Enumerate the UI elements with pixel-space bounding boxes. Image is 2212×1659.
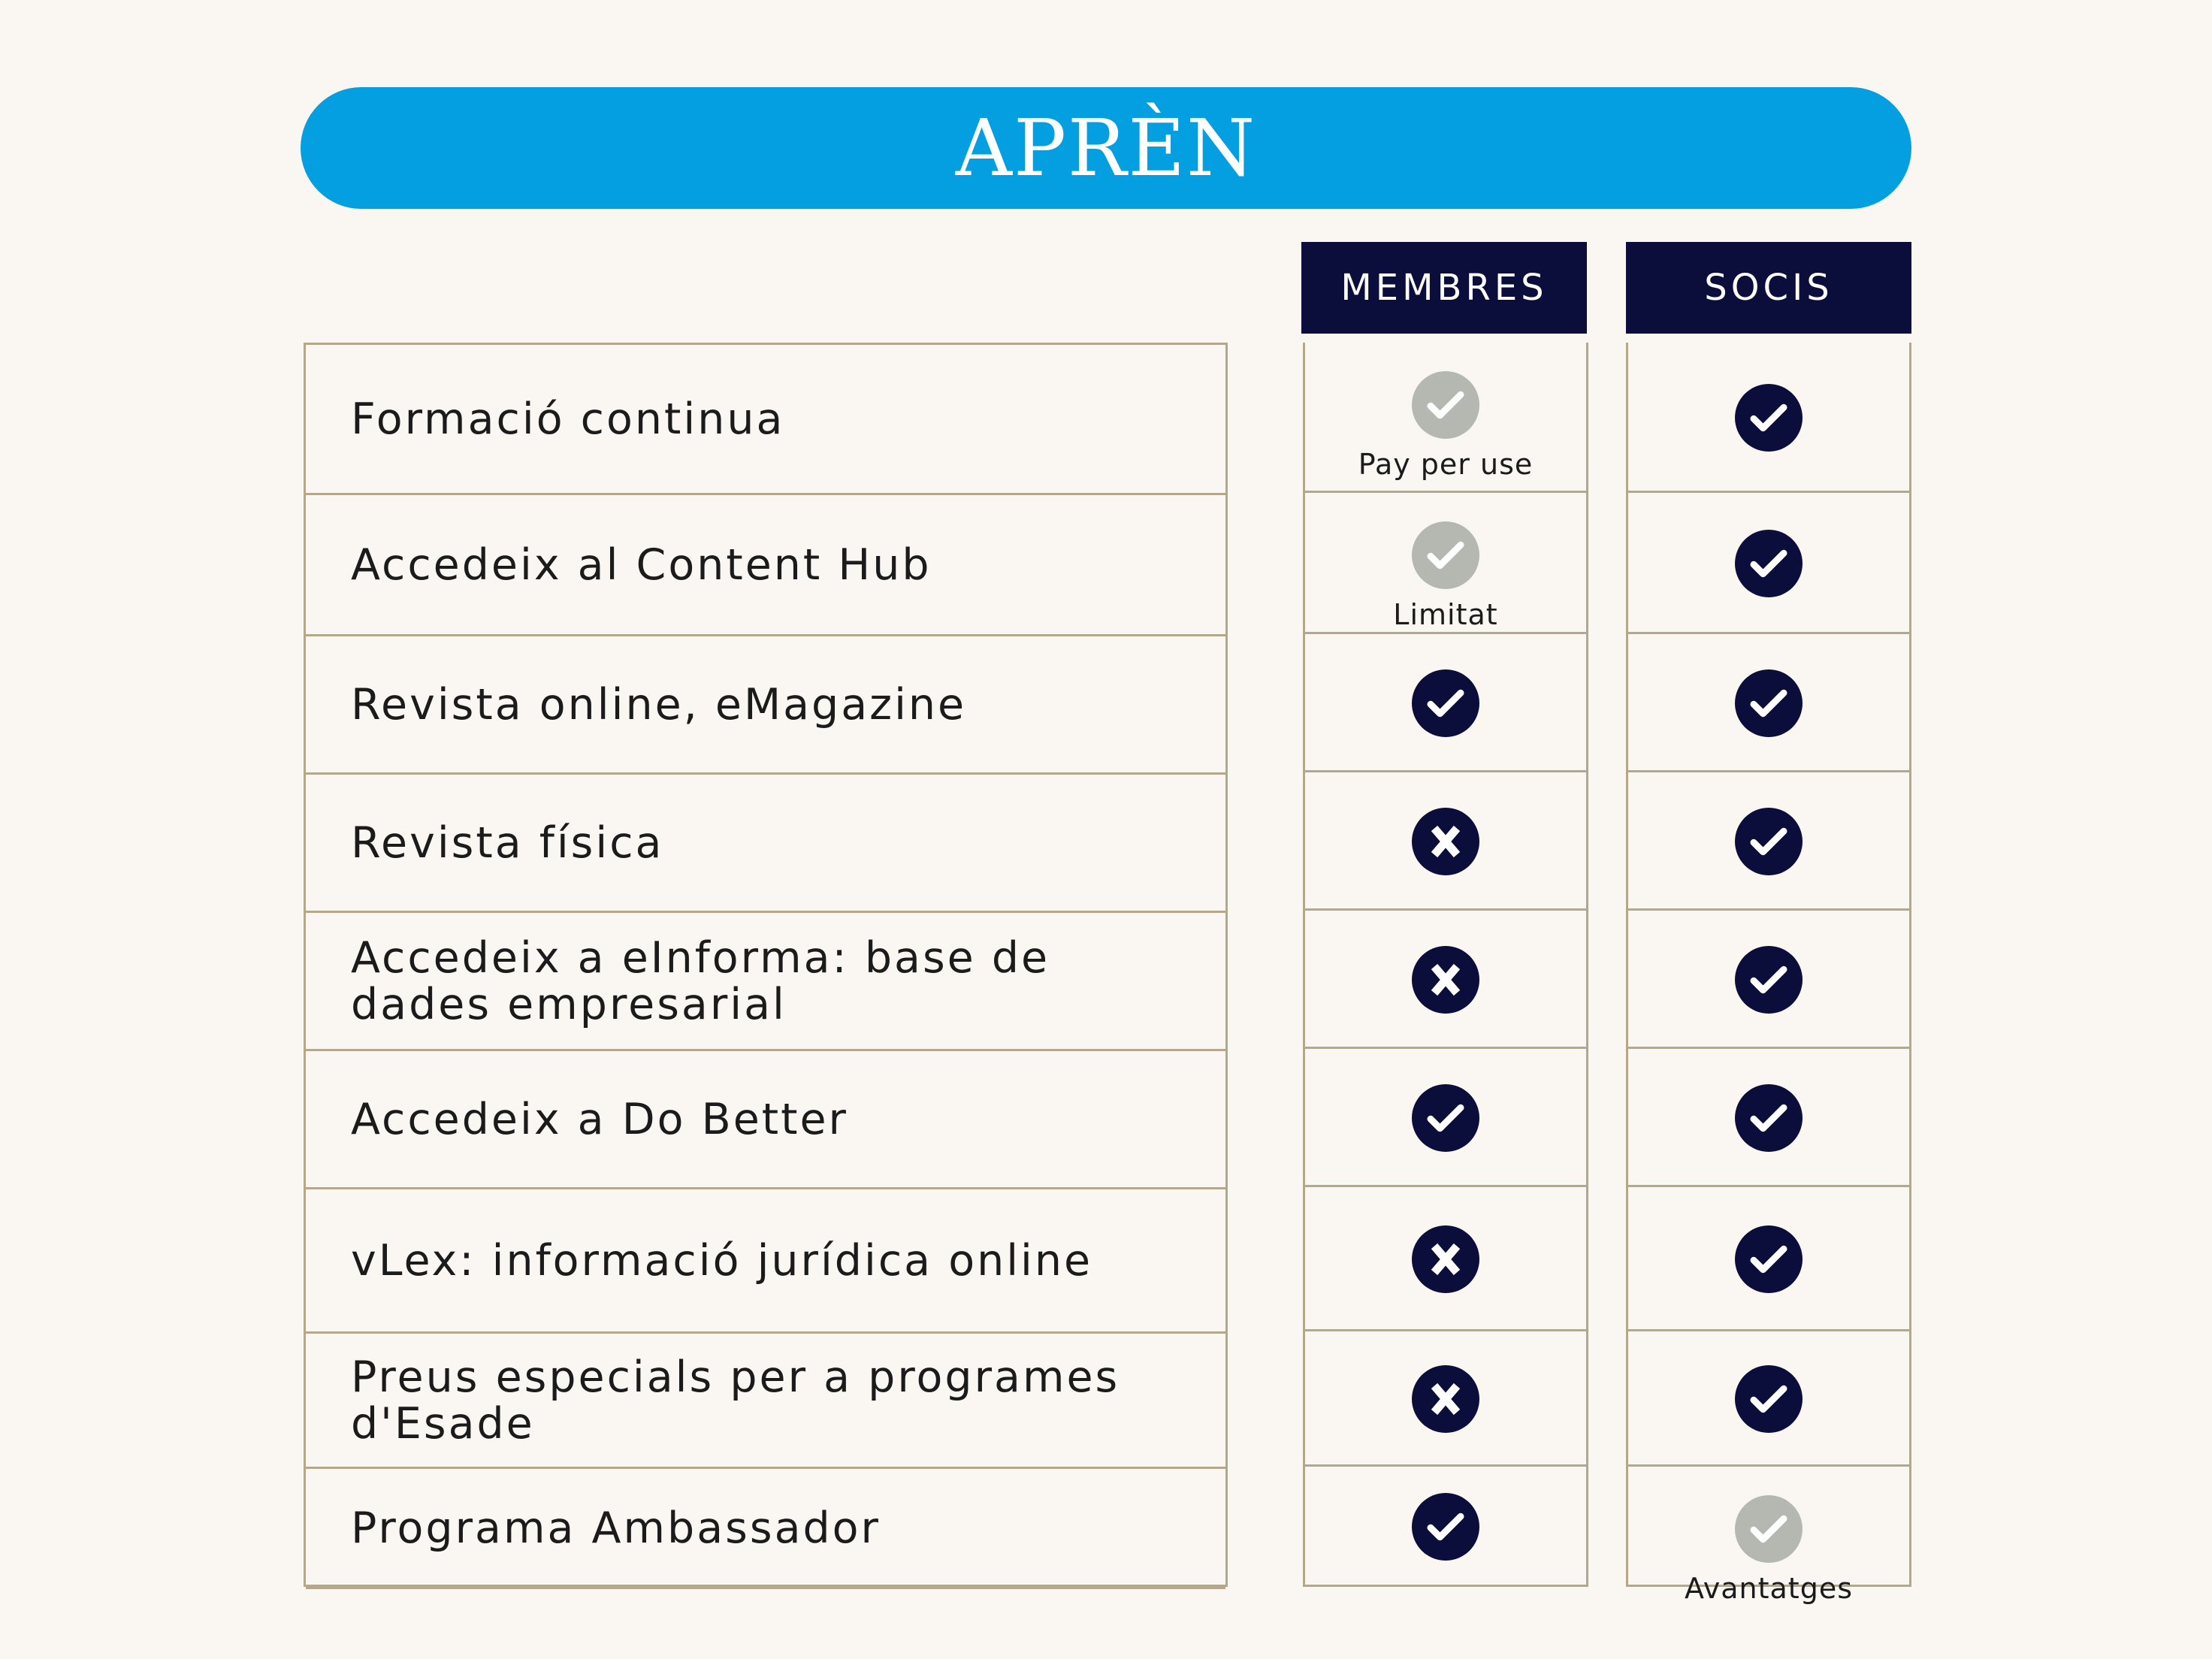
check-muted-icon [1412,371,1479,439]
socis-cell [1628,1467,1909,1605]
cross-icon [1412,1225,1479,1293]
check-icon [1735,669,1803,737]
feature-label: Revista física [351,817,664,868]
feature-label: Revista online, eMagazine [351,679,967,730]
membres-column [1303,343,1588,1587]
cross-icon [1412,808,1479,875]
socis-cell [1628,911,1909,1049]
feature-row [306,1189,1225,1334]
check-muted-icon [1735,1495,1803,1563]
socis-cell [1628,1049,1909,1187]
check-icon [1735,384,1803,452]
feature-row [306,636,1225,775]
membres-cell [1305,1049,1586,1187]
membres-cell [1305,343,1586,493]
membres-note: Limitat [1393,598,1498,631]
socis-cell [1628,1331,1909,1467]
check-icon [1735,808,1803,875]
socis-cell [1628,493,1909,634]
check-muted-icon [1412,521,1479,589]
cross-icon [1412,946,1479,1014]
check-icon [1412,1084,1479,1152]
feature-label: vLex: informació jurídica online [351,1235,1093,1286]
socis-cell [1628,772,1909,911]
membres-cell [1305,772,1586,911]
feature-row [306,1469,1225,1589]
feature-row [306,1334,1225,1469]
socis-column [1626,343,1911,1605]
check-icon [1735,1225,1803,1293]
title-banner [301,87,1911,209]
membres-cell [1305,1467,1586,1587]
membres-cell [1305,634,1586,772]
check-icon [1412,669,1479,737]
socis-cell [1628,634,1909,772]
membres-cell [1305,1331,1586,1467]
socis-cell [1628,1187,1909,1331]
feature-row [306,913,1225,1051]
check-icon [1412,1493,1479,1561]
feature-label: Accedeix a eInforma: base de dades empresarial [351,932,1050,1029]
socis-note: Avantatges [1684,1572,1853,1605]
feature-label: Accedeix a Do Better [351,1094,848,1144]
feature-label: Preus especials per a programes d'Esade [351,1352,1120,1449]
socis-cell [1628,343,1909,493]
check-icon [1735,1365,1803,1433]
membres-note: Pay per use [1358,448,1534,481]
feature-row [306,1051,1225,1189]
check-icon [1735,1084,1803,1152]
column-header-membres: MEMBRES [1301,242,1587,334]
page-title: APRÈN [955,102,1257,194]
check-icon [1735,946,1803,1014]
feature-label: Programa Ambassador [351,1503,881,1553]
column-header-socis: SOCIS [1626,242,1911,334]
membres-cell [1305,1187,1586,1331]
feature-label: Accedeix al Content Hub [351,539,932,590]
feature-row [306,775,1225,913]
feature-row [306,345,1225,495]
features-column [304,343,1228,1587]
feature-row [306,495,1225,636]
check-icon [1735,530,1803,597]
membres-cell [1305,911,1586,1049]
cross-icon [1412,1365,1479,1433]
feature-label: Formació continua [351,394,785,444]
membres-cell [1305,493,1586,634]
